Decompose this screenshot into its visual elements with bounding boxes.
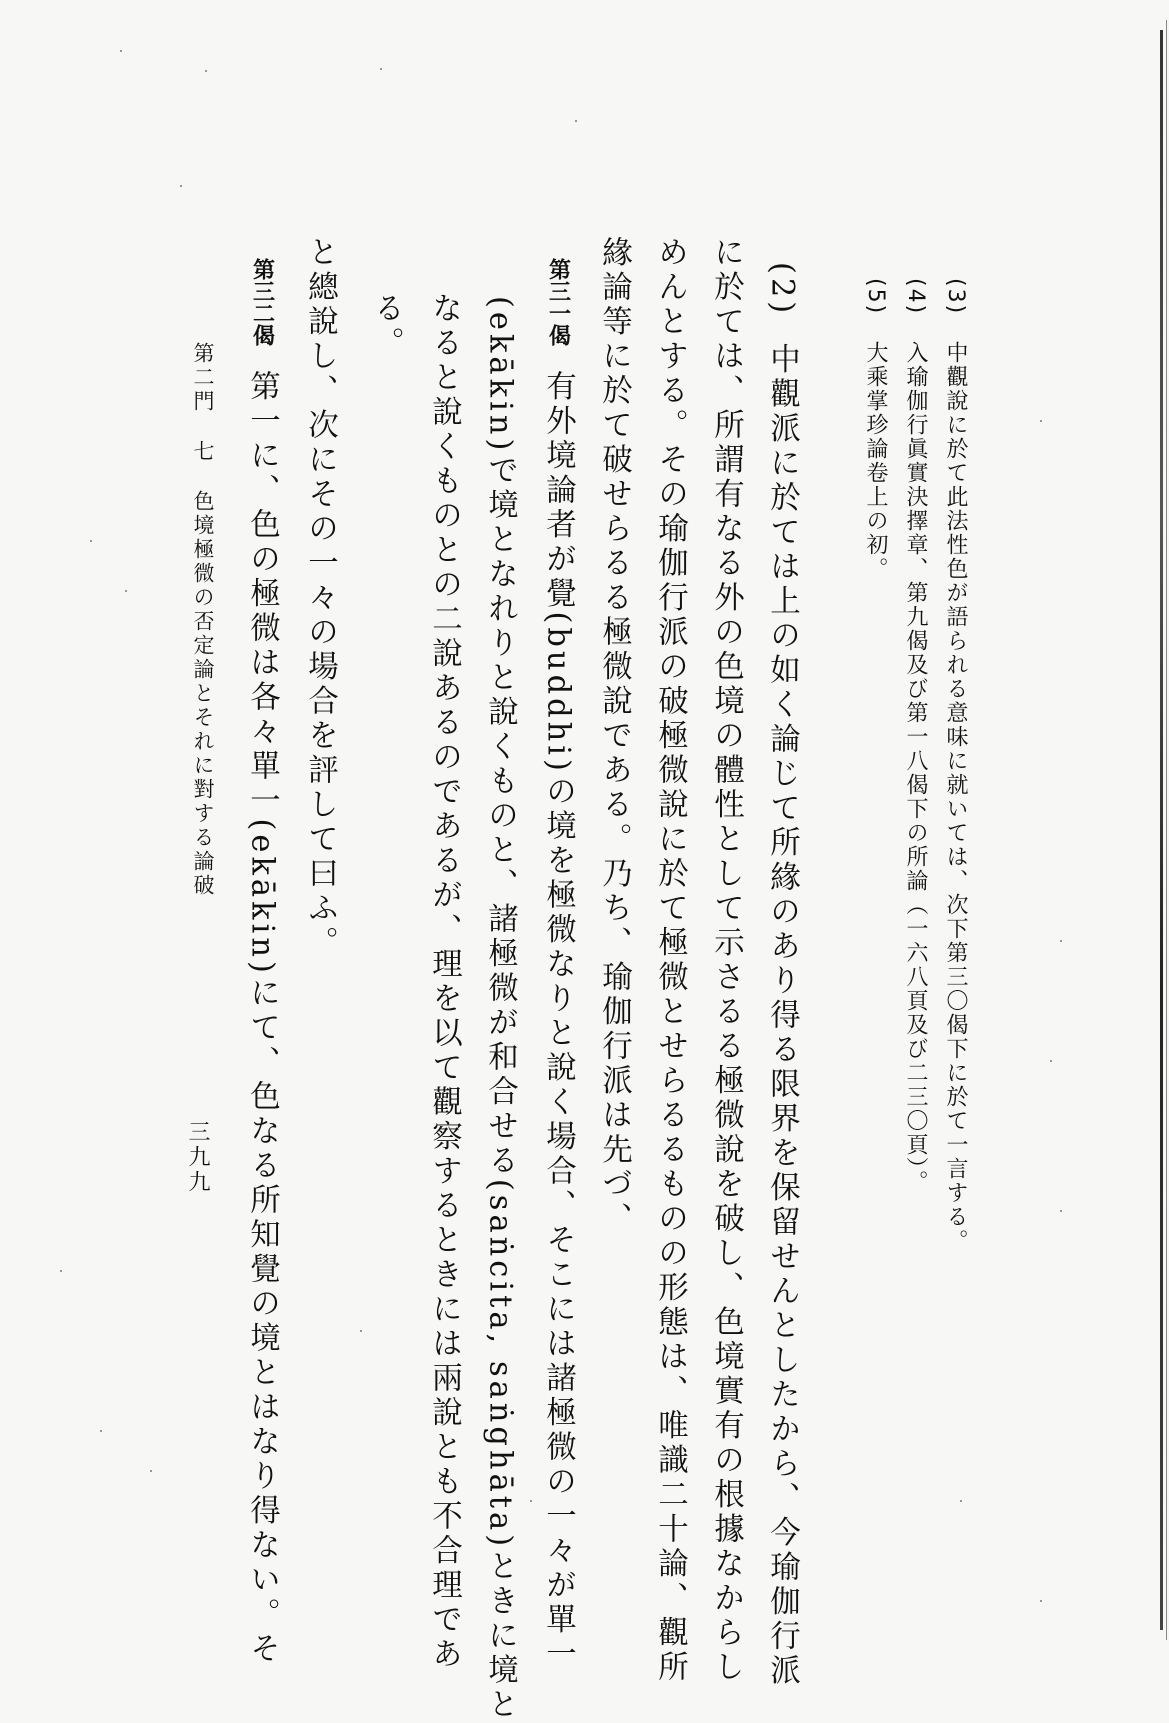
footnote-5 bbox=[864, 278, 886, 581]
verse-heading: 第三二偈 bbox=[249, 258, 275, 346]
body-text: なると說くものとの二說あるのであるが、理を以て觀察するときには兩說とも不合理であ bbox=[426, 292, 462, 1672]
body-text: に於ては、所謂有なる外の色境の體性として示さるる極微說を破し、色境實有の根據なからし bbox=[708, 236, 744, 1685]
scan-speck bbox=[60, 1270, 62, 1272]
scan-speck bbox=[180, 185, 182, 187]
footnote-number: (4) bbox=[903, 278, 928, 316]
scan-speck bbox=[205, 70, 207, 72]
body-line-3 bbox=[652, 236, 688, 1685]
body-line-2 bbox=[708, 236, 744, 1685]
scan-speck bbox=[1040, 1600, 1042, 1602]
verse-heading: 第三一偈 bbox=[545, 258, 571, 346]
scan-speck bbox=[1040, 420, 1042, 422]
scan-speck bbox=[960, 1500, 962, 1502]
body-text: めんとする。その瑜伽行派の破極微說に於て極微とせらるるものの形態は、唯識二十論、觀所 bbox=[652, 236, 688, 1685]
body-line-summary bbox=[302, 236, 338, 961]
running-head-section: 第二門 bbox=[191, 342, 215, 414]
scan-speck bbox=[380, 68, 382, 70]
page-number: 三九九 bbox=[185, 1120, 210, 1195]
scan-speck bbox=[150, 1470, 152, 1472]
footnote-text: 大乘掌珍論卷上の初。 bbox=[863, 341, 888, 582]
footnote-text: 入瑜伽行眞實決擇章、第九偈及び第一八偈下の所論（一六八頁及び二三〇頁）。 bbox=[903, 341, 928, 1195]
body-text: 第一に、色の極微は各々單一(ekākin)にて、色なる所知覺の境とはなり得ない。そ bbox=[244, 370, 280, 1667]
scan-speck bbox=[360, 1330, 362, 1332]
scan-speck bbox=[1050, 1060, 1052, 1062]
scan-speck bbox=[575, 120, 577, 122]
body-text: 有外境論者が覺(buddhi)の境を極微なりと說く場合、そこには諸極微の一々が單一 bbox=[540, 370, 576, 1672]
scan-speck bbox=[90, 540, 92, 542]
scan-speck bbox=[530, 1500, 532, 1502]
verse-31-line-1 bbox=[540, 258, 576, 1672]
body-line-1 bbox=[764, 262, 800, 1689]
scan-speck bbox=[125, 590, 127, 592]
footnote-number: (5) bbox=[863, 278, 888, 316]
body-text: る。 bbox=[368, 292, 404, 361]
footnote-3 bbox=[944, 278, 966, 1253]
body-text: (ekākin)で境となれりと說くものと、諸極微が和合せる(saṅcita, saṅghāta)ときに境と bbox=[482, 296, 518, 1723]
body-text: と總說し、次にその一々の場合を評して曰ふ。 bbox=[302, 236, 338, 961]
scan-speck bbox=[100, 1430, 102, 1432]
verse-32-line-1 bbox=[244, 258, 280, 1667]
running-head-title: 色境極微の否定論とそれに對する論破 bbox=[191, 490, 215, 898]
body-text: 緣論等に於て破せらるる極微說である。乃ち、瑜伽行派は先づ、 bbox=[596, 236, 632, 1237]
verse-31-line-4 bbox=[368, 292, 404, 361]
footnote-4 bbox=[904, 278, 926, 1194]
running-head-chapter: 七 bbox=[191, 440, 215, 464]
verse-31-line-3 bbox=[426, 292, 462, 1672]
scan-edge bbox=[1160, 30, 1163, 1630]
footnote-text: 中觀說に於て此法性色が語られる意味に就いては、次下第三〇偈下に於て一言する。 bbox=[943, 341, 968, 1254]
scan-edge-thin bbox=[1166, 20, 1167, 1640]
running-head bbox=[192, 342, 213, 898]
body-line-4 bbox=[596, 236, 632, 1237]
scan-speck bbox=[1060, 1210, 1062, 1212]
verse-31-line-2 bbox=[482, 296, 518, 1723]
paragraph-number: (2) bbox=[764, 262, 800, 318]
scan-speck bbox=[1060, 940, 1062, 942]
scan-speck bbox=[120, 50, 122, 52]
footnote-number: (3) bbox=[943, 278, 968, 316]
body-text: 中觀派に於ては上の如く論じて所緣のあり得る限界を保留せんとしたから、今瑜伽行派 bbox=[764, 343, 800, 1689]
